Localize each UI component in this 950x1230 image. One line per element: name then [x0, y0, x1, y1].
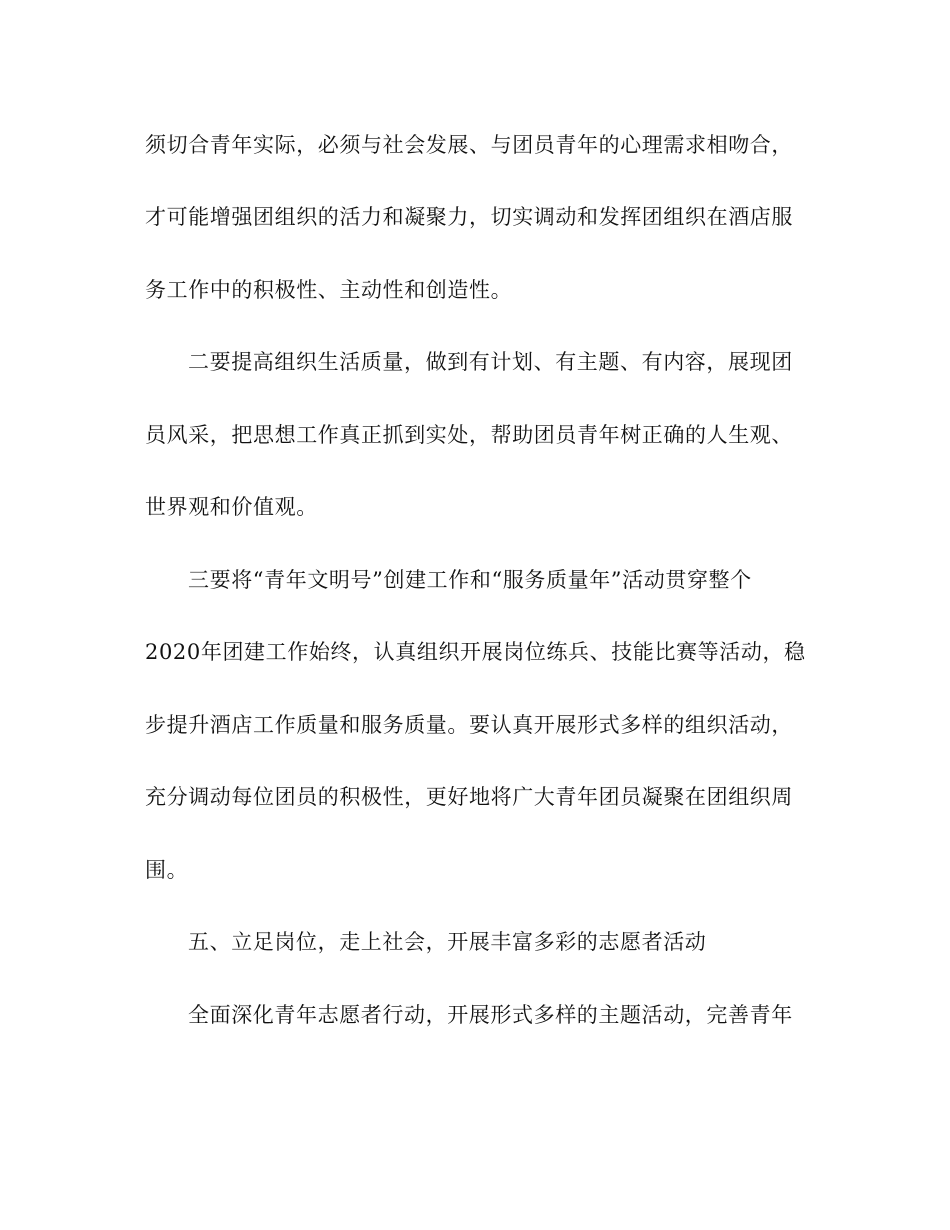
text-line: 2020年团建工作始终，认真组织开展岗位练兵、技能比赛等活动，稳 [145, 640, 806, 664]
text-line: 世界观和价值观。 [145, 495, 318, 519]
paragraph-start-line: 全面深化青年志愿者行动，开展形式多样的主题活动，完善青年 [188, 1003, 793, 1027]
text-line: 才可能增强团组织的活力和凝聚力，切实调动和发挥团组织在酒店服 [145, 205, 793, 229]
text-line: 围。 [145, 858, 189, 882]
paragraph-start-line: 三要将“青年文明号”创建工作和“服务质量年”活动贯穿整个 [188, 568, 752, 592]
text-line: 务工作中的积极性、主动性和创造性。 [145, 278, 513, 302]
section-heading: 五、立足岗位，走上社会，开展丰富多彩的志愿者活动 [188, 930, 707, 954]
text-line: 步提升酒店工作质量和服务质量。要认真开展形式多样的组织活动， [145, 713, 793, 737]
paragraph-start-line: 二要提高组织生活质量，做到有计划、有主题、有内容，展现团 [188, 350, 793, 374]
text-line: 员风采，把思想工作真正抓到实处，帮助团员青年树正确的人生观、 [145, 423, 793, 447]
text-line: 须切合青年实际，必须与社会发展、与团员青年的心理需求相吻合， [145, 133, 793, 157]
text-line: 充分调动每位团员的积极性，更好地将广大青年团员凝聚在团组织周 [145, 785, 793, 809]
